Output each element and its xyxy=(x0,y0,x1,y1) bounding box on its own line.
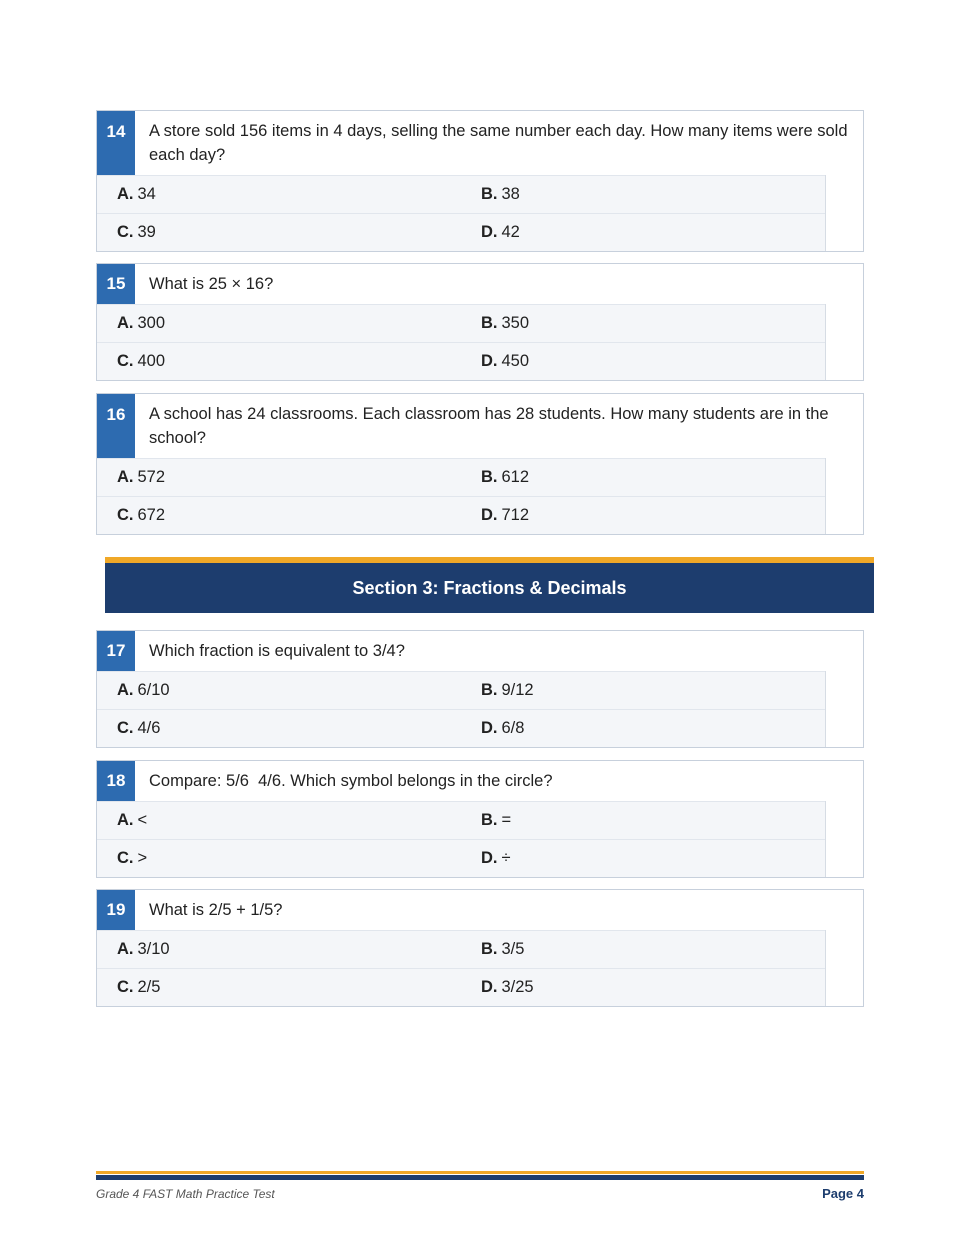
choice-value: 672 xyxy=(137,506,166,524)
question-text: A school has 24 classrooms. Each classroom has 28 students. How many students are in the school? xyxy=(149,405,829,447)
choice-letter: C. xyxy=(117,352,134,370)
choice-letter: D. xyxy=(481,978,498,996)
question-header xyxy=(97,264,863,304)
choice-value: 39 xyxy=(137,223,156,241)
choice-b[interactable] xyxy=(461,681,825,700)
section-header: Section 3: Fractions & Decimals xyxy=(105,557,874,613)
choice-value: 612 xyxy=(501,468,530,486)
choice-c[interactable] xyxy=(97,849,461,868)
choice-b[interactable] xyxy=(461,468,825,487)
question-14 xyxy=(96,110,864,252)
choice-value: ÷ xyxy=(501,849,511,867)
question-header xyxy=(97,631,863,671)
choice-row xyxy=(97,709,825,747)
question-number: 19 xyxy=(97,890,135,930)
choice-value: 3/5 xyxy=(501,940,525,958)
choice-letter: B. xyxy=(481,940,498,958)
question-19 xyxy=(96,889,864,1007)
choice-row xyxy=(97,671,825,709)
choice-letter: B. xyxy=(481,314,498,332)
choice-letter: C. xyxy=(117,223,134,241)
choice-row xyxy=(97,801,825,839)
choice-value: = xyxy=(501,811,512,829)
choice-value: 42 xyxy=(501,223,520,241)
question-text: What is 25 × 16? xyxy=(149,275,274,293)
question-number: 18 xyxy=(97,761,135,801)
choice-b[interactable] xyxy=(461,811,825,830)
footer-divider-gold xyxy=(96,1171,864,1174)
choice-value: 6/8 xyxy=(501,719,525,737)
choice-d[interactable] xyxy=(461,223,825,242)
choice-a[interactable] xyxy=(97,940,461,959)
choice-c[interactable] xyxy=(97,506,461,525)
choice-value: 3/10 xyxy=(137,940,170,958)
answer-choices xyxy=(97,175,826,251)
choice-b[interactable] xyxy=(461,940,825,959)
choice-letter: A. xyxy=(117,185,134,203)
choice-a[interactable] xyxy=(97,314,461,333)
choice-row xyxy=(97,175,825,213)
choice-letter: C. xyxy=(117,849,134,867)
choice-row xyxy=(97,930,825,968)
choice-row xyxy=(97,304,825,342)
question-number: 16 xyxy=(97,394,135,458)
choice-row xyxy=(97,213,825,251)
choice-letter: D. xyxy=(481,506,498,524)
choice-letter: B. xyxy=(481,681,498,699)
choice-value: 6/10 xyxy=(137,681,170,699)
choice-d[interactable] xyxy=(461,849,825,868)
choice-value: 450 xyxy=(501,352,530,370)
choice-d[interactable] xyxy=(461,352,825,371)
question-text: What is 2/5 + 1/5? xyxy=(149,901,283,919)
choice-row xyxy=(97,968,825,1006)
choice-value: > xyxy=(137,849,148,867)
question-header xyxy=(97,394,863,458)
choice-letter: A. xyxy=(117,314,134,332)
choice-row xyxy=(97,839,825,877)
choice-value: 400 xyxy=(137,352,166,370)
question-number: 17 xyxy=(97,631,135,671)
question-header xyxy=(97,761,863,801)
question-18 xyxy=(96,760,864,878)
choice-d[interactable] xyxy=(461,978,825,997)
choice-letter: C. xyxy=(117,506,134,524)
footer-document-title: Grade 4 FAST Math Practice Test xyxy=(96,1187,275,1201)
question-header xyxy=(97,111,863,175)
choice-value: 4/6 xyxy=(137,719,161,737)
choice-value: 9/12 xyxy=(501,681,534,699)
choice-d[interactable] xyxy=(461,506,825,525)
choice-letter: D. xyxy=(481,719,498,737)
choice-c[interactable] xyxy=(97,719,461,738)
choice-value: < xyxy=(137,811,148,829)
choice-d[interactable] xyxy=(461,719,825,738)
question-15 xyxy=(96,263,864,381)
choice-letter: D. xyxy=(481,352,498,370)
footer-divider-navy xyxy=(96,1175,864,1180)
answer-choices xyxy=(97,930,826,1006)
answer-choices xyxy=(97,671,826,747)
choice-value: 38 xyxy=(501,185,520,203)
choice-value: 572 xyxy=(137,468,166,486)
answer-choices xyxy=(97,801,826,877)
choice-letter: B. xyxy=(481,185,498,203)
question-17 xyxy=(96,630,864,748)
choice-a[interactable] xyxy=(97,681,461,700)
answer-choices xyxy=(97,304,826,380)
choice-letter: A. xyxy=(117,681,134,699)
choice-value: 350 xyxy=(501,314,530,332)
choice-letter: A. xyxy=(117,811,134,829)
question-16 xyxy=(96,393,864,535)
choice-letter: A. xyxy=(117,940,134,958)
choice-row xyxy=(97,342,825,380)
question-number: 14 xyxy=(97,111,135,175)
question-number: 15 xyxy=(97,264,135,304)
choice-a[interactable] xyxy=(97,185,461,204)
question-header xyxy=(97,890,863,930)
choice-letter: C. xyxy=(117,719,134,737)
choice-row xyxy=(97,496,825,534)
question-text: A store sold 156 items in 4 days, selling the same number each day. How many items were sold each day? xyxy=(149,122,848,164)
choice-b[interactable] xyxy=(461,314,825,333)
answer-choices xyxy=(97,458,826,534)
question-text: Compare: 5/6 4/6. Which symbol belongs in the circle? xyxy=(149,772,553,790)
choice-value: 300 xyxy=(137,314,166,332)
choice-c[interactable] xyxy=(97,978,461,997)
choice-letter: D. xyxy=(481,849,498,867)
choice-value: 712 xyxy=(501,506,530,524)
choice-value: 2/5 xyxy=(137,978,161,996)
choice-letter: B. xyxy=(481,468,498,486)
choice-row xyxy=(97,458,825,496)
choice-value: 34 xyxy=(137,185,156,203)
choice-letter: A. xyxy=(117,468,134,486)
choice-b[interactable] xyxy=(461,185,825,204)
choice-a[interactable] xyxy=(97,811,461,830)
choice-letter: D. xyxy=(481,223,498,241)
question-text: Which fraction is equivalent to 3/4? xyxy=(149,642,405,660)
choice-letter: C. xyxy=(117,978,134,996)
choice-letter: B. xyxy=(481,811,498,829)
choice-c[interactable] xyxy=(97,352,461,371)
choice-c[interactable] xyxy=(97,223,461,242)
choice-value: 3/25 xyxy=(501,978,534,996)
choice-a[interactable] xyxy=(97,468,461,487)
footer-page-number: Page 4 xyxy=(822,1186,864,1201)
